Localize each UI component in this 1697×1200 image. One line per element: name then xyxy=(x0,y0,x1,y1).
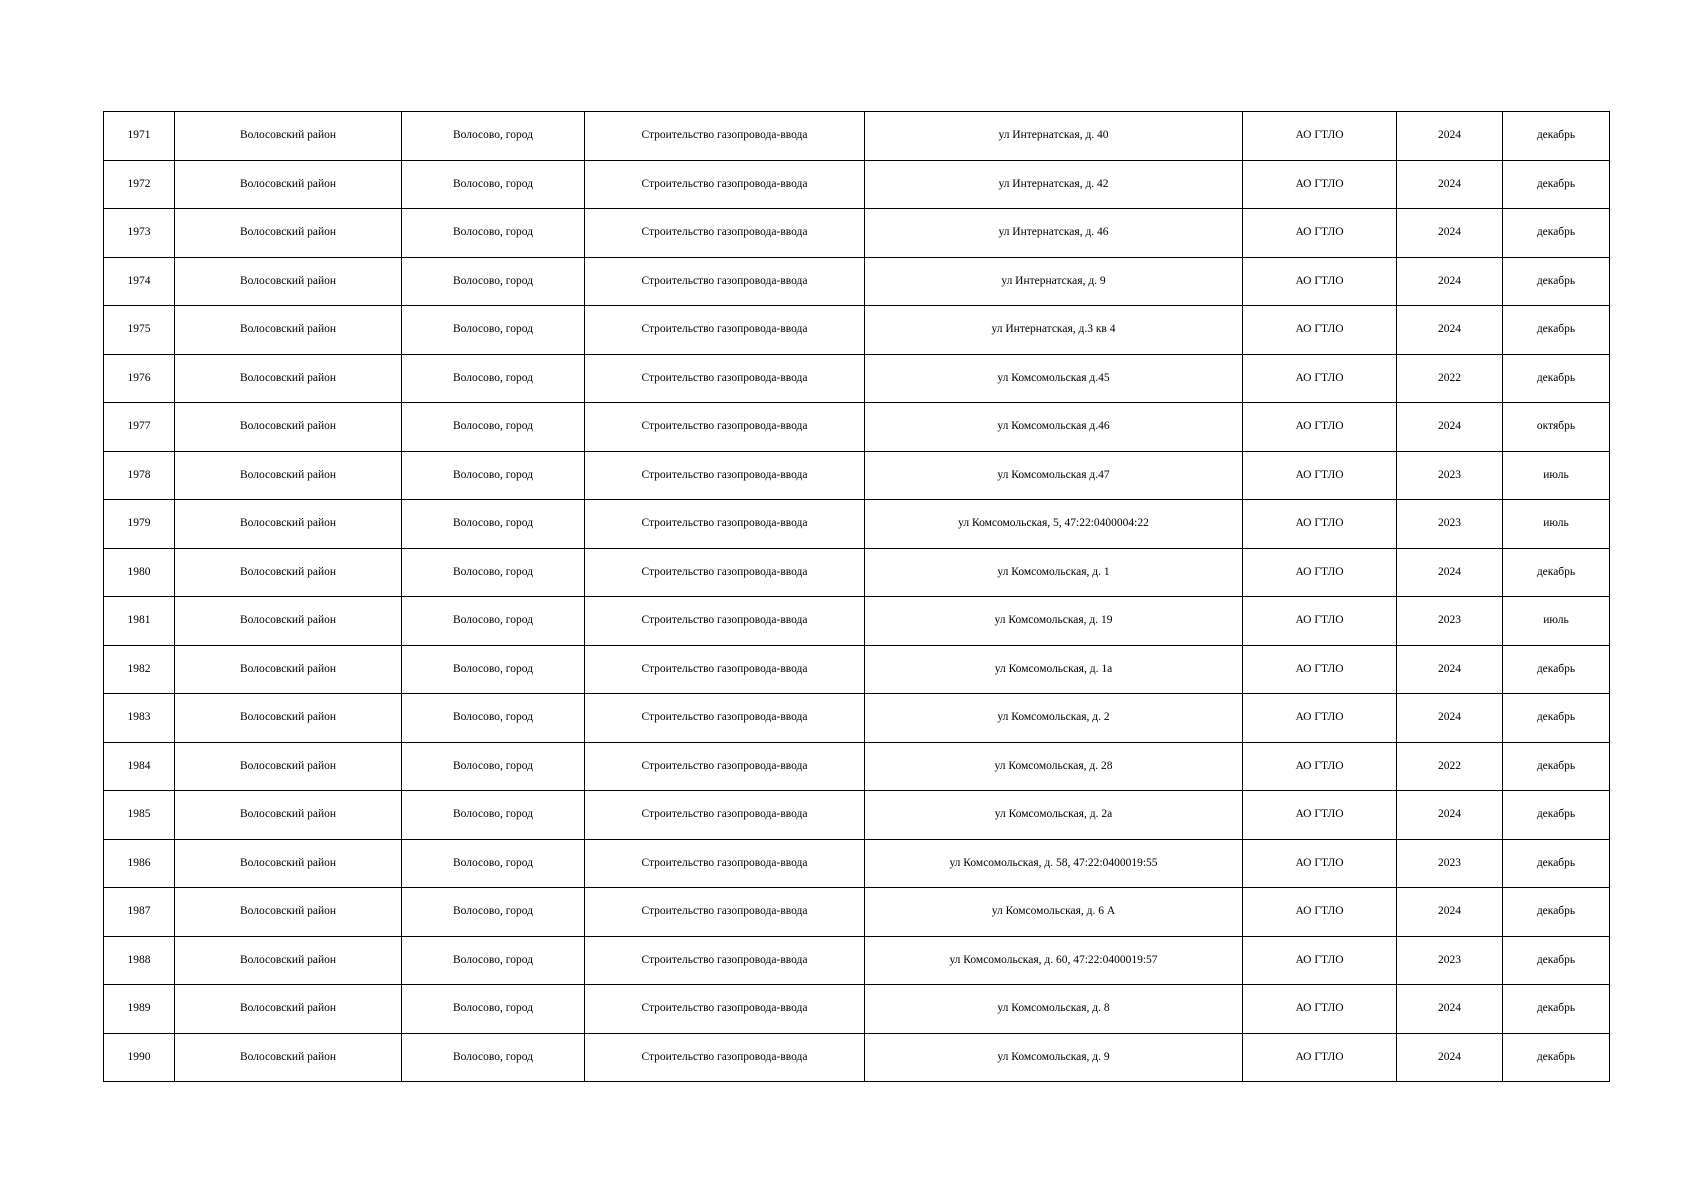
organization-cell: АО ГТЛО xyxy=(1243,403,1397,452)
district-cell: Волосовский район xyxy=(175,306,402,355)
district-cell: Волосовский район xyxy=(175,548,402,597)
district-cell: Волосовский район xyxy=(175,1033,402,1082)
organization-cell: АО ГТЛО xyxy=(1243,548,1397,597)
row-number-cell: 1981 xyxy=(104,597,175,646)
table-row xyxy=(104,403,1610,452)
organization-cell: АО ГТЛО xyxy=(1243,451,1397,500)
locality-cell: Волосово, город xyxy=(402,112,585,161)
row-number-cell: 1971 xyxy=(104,112,175,161)
organization-cell: АО ГТЛО xyxy=(1243,888,1397,937)
work-type-cell: Строительство газопровода-ввода xyxy=(585,1033,865,1082)
work-type-cell: Строительство газопровода-ввода xyxy=(585,354,865,403)
work-type-cell: Строительство газопровода-ввода xyxy=(585,306,865,355)
locality-cell: Волосово, город xyxy=(402,500,585,549)
month-cell: декабрь xyxy=(1503,888,1610,937)
month-cell: июль xyxy=(1503,500,1610,549)
organization-cell: АО ГТЛО xyxy=(1243,985,1397,1034)
organization-cell: АО ГТЛО xyxy=(1243,839,1397,888)
organization-cell: АО ГТЛО xyxy=(1243,160,1397,209)
address-cell: ул Комсомольская, д. 28 xyxy=(865,742,1243,791)
row-number-cell: 1989 xyxy=(104,985,175,1034)
row-number-cell: 1988 xyxy=(104,936,175,985)
table-row xyxy=(104,160,1610,209)
row-number-cell: 1985 xyxy=(104,791,175,840)
year-cell: 2024 xyxy=(1397,403,1503,452)
locality-cell: Волосово, город xyxy=(402,791,585,840)
address-cell: ул Интернатская, д. 46 xyxy=(865,209,1243,258)
work-type-cell: Строительство газопровода-ввода xyxy=(585,645,865,694)
year-cell: 2024 xyxy=(1397,645,1503,694)
address-cell: ул Комсомольская, д. 19 xyxy=(865,597,1243,646)
year-cell: 2024 xyxy=(1397,160,1503,209)
row-number-cell: 1974 xyxy=(104,257,175,306)
work-type-cell: Строительство газопровода-ввода xyxy=(585,985,865,1034)
work-type-cell: Строительство газопровода-ввода xyxy=(585,548,865,597)
locality-cell: Волосово, город xyxy=(402,985,585,1034)
month-cell: декабрь xyxy=(1503,354,1610,403)
work-type-cell: Строительство газопровода-ввода xyxy=(585,936,865,985)
locality-cell: Волосово, город xyxy=(402,160,585,209)
address-cell: ул Комсомольская д.47 xyxy=(865,451,1243,500)
organization-cell: АО ГТЛО xyxy=(1243,791,1397,840)
year-cell: 2024 xyxy=(1397,985,1503,1034)
month-cell: декабрь xyxy=(1503,160,1610,209)
work-type-cell: Строительство газопровода-ввода xyxy=(585,839,865,888)
row-number-cell: 1976 xyxy=(104,354,175,403)
year-cell: 2023 xyxy=(1397,839,1503,888)
row-number-cell: 1987 xyxy=(104,888,175,937)
table-row xyxy=(104,451,1610,500)
locality-cell: Волосово, город xyxy=(402,403,585,452)
work-type-cell: Строительство газопровода-ввода xyxy=(585,500,865,549)
district-cell: Волосовский район xyxy=(175,403,402,452)
month-cell: июль xyxy=(1503,451,1610,500)
row-number-cell: 1975 xyxy=(104,306,175,355)
table-row xyxy=(104,209,1610,258)
address-cell: ул Комсомольская, д. 58, 47:22:0400019:55 xyxy=(865,839,1243,888)
year-cell: 2024 xyxy=(1397,257,1503,306)
table-row xyxy=(104,645,1610,694)
district-cell: Волосовский район xyxy=(175,791,402,840)
address-cell: ул Комсомольская д.46 xyxy=(865,403,1243,452)
work-type-cell: Строительство газопровода-ввода xyxy=(585,791,865,840)
month-cell: декабрь xyxy=(1503,209,1610,258)
table-row xyxy=(104,742,1610,791)
table-body xyxy=(104,112,1610,1082)
district-cell: Волосовский район xyxy=(175,742,402,791)
row-number-cell: 1973 xyxy=(104,209,175,258)
locality-cell: Волосово, город xyxy=(402,306,585,355)
month-cell: декабрь xyxy=(1503,839,1610,888)
district-cell: Волосовский район xyxy=(175,500,402,549)
month-cell: декабрь xyxy=(1503,791,1610,840)
table-row xyxy=(104,694,1610,743)
locality-cell: Волосово, город xyxy=(402,742,585,791)
district-cell: Волосовский район xyxy=(175,694,402,743)
year-cell: 2024 xyxy=(1397,694,1503,743)
locality-cell: Волосово, город xyxy=(402,839,585,888)
address-cell: ул Комсомольская, д. 8 xyxy=(865,985,1243,1034)
year-cell: 2023 xyxy=(1397,451,1503,500)
year-cell: 2024 xyxy=(1397,888,1503,937)
work-type-cell: Строительство газопровода-ввода xyxy=(585,888,865,937)
organization-cell: АО ГТЛО xyxy=(1243,597,1397,646)
row-number-cell: 1990 xyxy=(104,1033,175,1082)
year-cell: 2024 xyxy=(1397,112,1503,161)
organization-cell: АО ГТЛО xyxy=(1243,645,1397,694)
address-cell: ул Комсомольская, д. 2 xyxy=(865,694,1243,743)
table-row xyxy=(104,112,1610,161)
work-type-cell: Строительство газопровода-ввода xyxy=(585,209,865,258)
work-type-cell: Строительство газопровода-ввода xyxy=(585,160,865,209)
year-cell: 2022 xyxy=(1397,354,1503,403)
work-type-cell: Строительство газопровода-ввода xyxy=(585,451,865,500)
year-cell: 2022 xyxy=(1397,742,1503,791)
address-cell: ул Интернатская, д. 42 xyxy=(865,160,1243,209)
locality-cell: Волосово, город xyxy=(402,645,585,694)
row-number-cell: 1972 xyxy=(104,160,175,209)
locality-cell: Волосово, город xyxy=(402,451,585,500)
district-cell: Волосовский район xyxy=(175,257,402,306)
table-row xyxy=(104,548,1610,597)
address-cell: ул Интернатская, д. 40 xyxy=(865,112,1243,161)
table-row xyxy=(104,839,1610,888)
row-number-cell: 1980 xyxy=(104,548,175,597)
organization-cell: АО ГТЛО xyxy=(1243,112,1397,161)
district-cell: Волосовский район xyxy=(175,112,402,161)
address-cell: ул Комсомольская, д. 9 xyxy=(865,1033,1243,1082)
month-cell: декабрь xyxy=(1503,985,1610,1034)
year-cell: 2023 xyxy=(1397,597,1503,646)
row-number-cell: 1979 xyxy=(104,500,175,549)
locality-cell: Волосово, город xyxy=(402,1033,585,1082)
year-cell: 2024 xyxy=(1397,1033,1503,1082)
year-cell: 2023 xyxy=(1397,500,1503,549)
table-row xyxy=(104,354,1610,403)
address-cell: ул Комсомольская, д. 1а xyxy=(865,645,1243,694)
organization-cell: АО ГТЛО xyxy=(1243,936,1397,985)
table-row xyxy=(104,257,1610,306)
work-type-cell: Строительство газопровода-ввода xyxy=(585,112,865,161)
organization-cell: АО ГТЛО xyxy=(1243,209,1397,258)
table-row xyxy=(104,500,1610,549)
table-row xyxy=(104,888,1610,937)
month-cell: декабрь xyxy=(1503,645,1610,694)
row-number-cell: 1984 xyxy=(104,742,175,791)
row-number-cell: 1982 xyxy=(104,645,175,694)
table-row xyxy=(104,936,1610,985)
month-cell: декабрь xyxy=(1503,257,1610,306)
address-cell: ул Комсомольская, д. 60, 47:22:0400019:57 xyxy=(865,936,1243,985)
district-cell: Волосовский район xyxy=(175,354,402,403)
district-cell: Волосовский район xyxy=(175,209,402,258)
row-number-cell: 1983 xyxy=(104,694,175,743)
work-type-cell: Строительство газопровода-ввода xyxy=(585,694,865,743)
district-cell: Волосовский район xyxy=(175,451,402,500)
month-cell: декабрь xyxy=(1503,936,1610,985)
organization-cell: АО ГТЛО xyxy=(1243,306,1397,355)
month-cell: декабрь xyxy=(1503,112,1610,161)
month-cell: декабрь xyxy=(1503,1033,1610,1082)
table-row xyxy=(104,791,1610,840)
address-cell: ул Комсомольская, д. 2а xyxy=(865,791,1243,840)
address-cell: ул Комсомольская, 5, 47:22:0400004:22 xyxy=(865,500,1243,549)
month-cell: декабрь xyxy=(1503,306,1610,355)
district-cell: Волосовский район xyxy=(175,160,402,209)
district-cell: Волосовский район xyxy=(175,839,402,888)
district-cell: Волосовский район xyxy=(175,888,402,937)
row-number-cell: 1977 xyxy=(104,403,175,452)
address-cell: ул Комсомольская д.45 xyxy=(865,354,1243,403)
address-cell: ул Интернатская, д. 9 xyxy=(865,257,1243,306)
locality-cell: Волосово, город xyxy=(402,548,585,597)
work-type-cell: Строительство газопровода-ввода xyxy=(585,597,865,646)
organization-cell: АО ГТЛО xyxy=(1243,500,1397,549)
organization-cell: АО ГТЛО xyxy=(1243,354,1397,403)
work-type-cell: Строительство газопровода-ввода xyxy=(585,403,865,452)
year-cell: 2024 xyxy=(1397,791,1503,840)
district-cell: Волосовский район xyxy=(175,597,402,646)
locality-cell: Волосово, город xyxy=(402,888,585,937)
district-cell: Волосовский район xyxy=(175,936,402,985)
address-cell: ул Интернатская, д.3 кв 4 xyxy=(865,306,1243,355)
month-cell: декабрь xyxy=(1503,742,1610,791)
locality-cell: Волосово, город xyxy=(402,694,585,743)
month-cell: июль xyxy=(1503,597,1610,646)
year-cell: 2024 xyxy=(1397,306,1503,355)
table-row xyxy=(104,985,1610,1034)
table-row xyxy=(104,597,1610,646)
locality-cell: Волосово, город xyxy=(402,597,585,646)
organization-cell: АО ГТЛО xyxy=(1243,257,1397,306)
year-cell: 2024 xyxy=(1397,209,1503,258)
district-cell: Волосовский район xyxy=(175,985,402,1034)
locality-cell: Волосово, город xyxy=(402,257,585,306)
organization-cell: АО ГТЛО xyxy=(1243,1033,1397,1082)
address-cell: ул Комсомольская, д. 1 xyxy=(865,548,1243,597)
organization-cell: АО ГТЛО xyxy=(1243,742,1397,791)
month-cell: октябрь xyxy=(1503,403,1610,452)
table-row xyxy=(104,306,1610,355)
district-cell: Волосовский район xyxy=(175,645,402,694)
locality-cell: Волосово, город xyxy=(402,354,585,403)
work-type-cell: Строительство газопровода-ввода xyxy=(585,742,865,791)
month-cell: декабрь xyxy=(1503,548,1610,597)
year-cell: 2024 xyxy=(1397,548,1503,597)
table-row xyxy=(104,1033,1610,1082)
row-number-cell: 1978 xyxy=(104,451,175,500)
locality-cell: Волосово, город xyxy=(402,936,585,985)
year-cell: 2023 xyxy=(1397,936,1503,985)
row-number-cell: 1986 xyxy=(104,839,175,888)
locality-cell: Волосово, город xyxy=(402,209,585,258)
address-cell: ул Комсомольская, д. 6 А xyxy=(865,888,1243,937)
work-type-cell: Строительство газопровода-ввода xyxy=(585,257,865,306)
gas-pipeline-table xyxy=(103,111,1610,1082)
month-cell: декабрь xyxy=(1503,694,1610,743)
organization-cell: АО ГТЛО xyxy=(1243,694,1397,743)
